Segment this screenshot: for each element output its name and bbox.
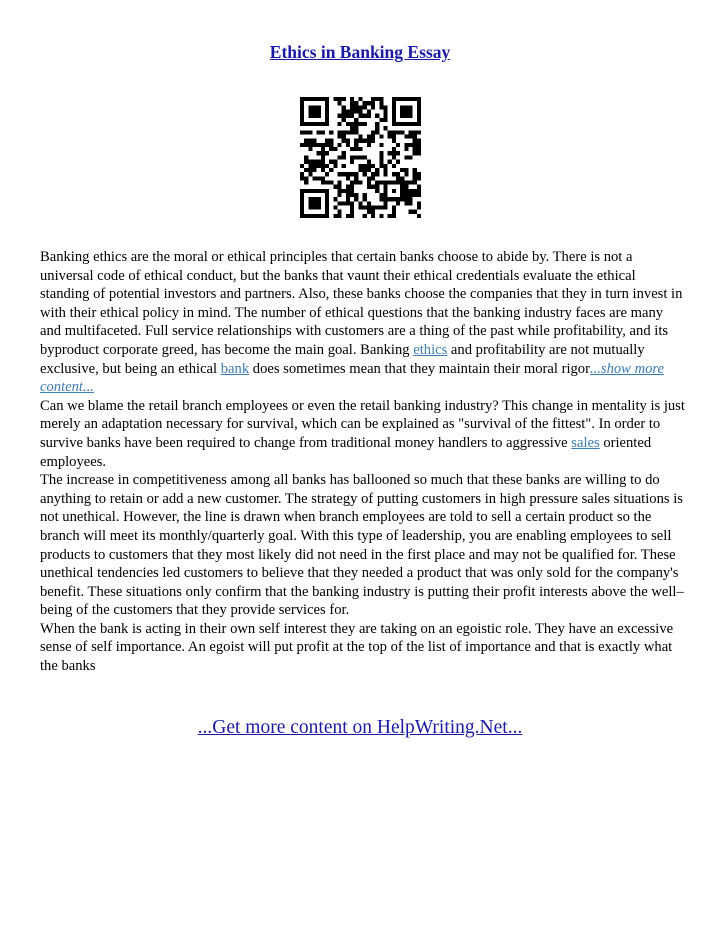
paragraph-2: Can we blame the retail branch employees or even the retail banking industry? This change in mentality is just merely an adaptation necessary for survival, which can be explained as "survival of the fittest". In order to survive banks have been required to change from traditional money handlers to aggressive sales oriented employees. <box>40 397 685 470</box>
bank-link[interactable]: bank <box>220 360 250 377</box>
paragraph-4: When the bank is acting in their own self interest they are taking on an egoistic role. They have an excessive sense of self importance. An egoist will put profit at the top of the list of importance and that is exactly what the banks <box>40 620 674 675</box>
qr-code-icon <box>300 97 421 218</box>
essay-title[interactable]: Ethics in Banking Essay <box>269 42 451 62</box>
paragraph-1: Banking ethics are the moral or ethical principles that certain banks choose to abide by. There is not a universal code of ethical conduct, but the banks that vaunt their ethical credentials evaluate the ethical standing of potential investors and partners. Also, these banks choose the companies that they in turn invest in with their ethical policy in mind. The number of ethical questions that the banking industry faces are many and multifaceted. Full service relationships with customers are a thing of the past while profitability, and its byproduct corporate greed, has become the main goal. Banking ethics and profitability are not mutually exclusive, but being an ethical bank does sometimes mean that they maintain their moral rigor...show more content... <box>40 249 683 396</box>
paragraph-3: The increase in competitiveness among all banks has ballooned so much that these banks are willing to do anything to retain or add a new customer. The strategy of putting customers in high pressure sales situations is not unethical. However, the line is drawn when branch employees are told to sell a certain product so the branch will meet its monthly/quarterly goal. With this type of leadership, you are enabling employees to sell products to customers that they most likely did not need in the first place and may not be qualified for. These unethical tendencies led customers to believe that they needed a product that was only sold for the company's benefit. These situations only confirm that the banking industry is putting their profit interests above the well–being of the customers that they provide services for. <box>40 472 684 619</box>
get-more-content-link[interactable]: ...Get more content on HelpWriting.Net... <box>197 717 523 738</box>
essay-body <box>40 248 685 676</box>
show-more-link[interactable]: ...show more content... <box>40 360 665 396</box>
ethics-link[interactable]: ethics <box>413 341 448 358</box>
sales-link[interactable]: sales <box>571 434 600 451</box>
